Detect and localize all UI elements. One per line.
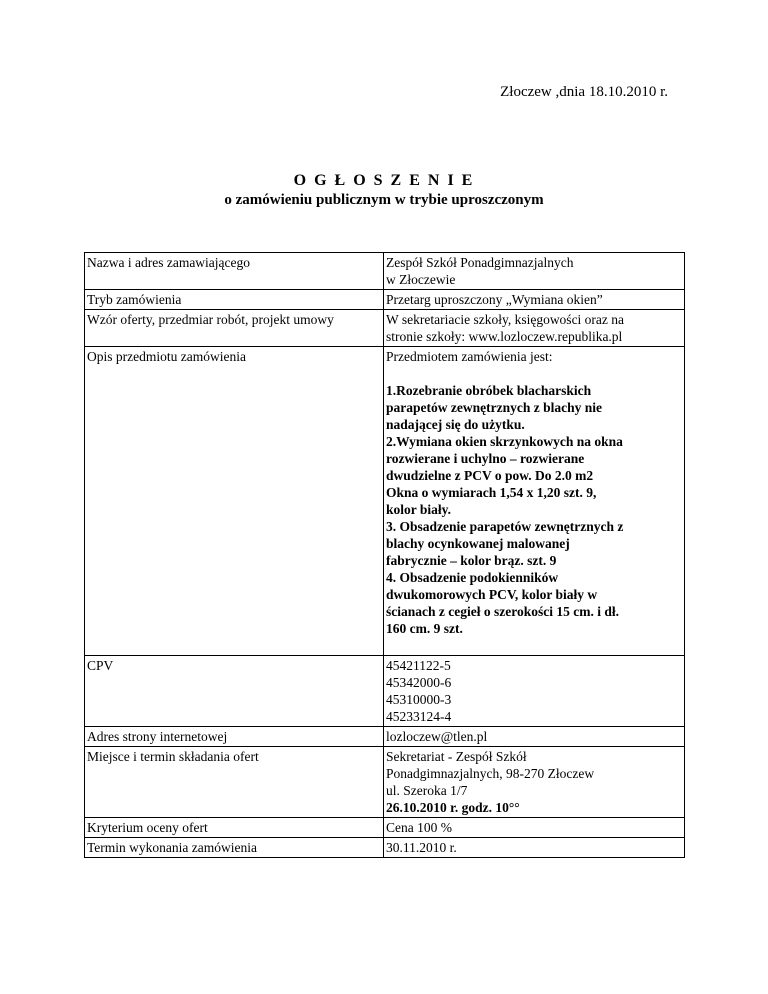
- document-subtitle: o zamówieniu publicznym w trybie uproszczonym: [224, 192, 544, 208]
- row-label: Tryb zamówienia: [85, 290, 384, 310]
- table-row: [85, 838, 685, 858]
- description-item: 3. Obsadzenie parapetów zewnętrznych z blachy ocynkowanej malowanej fabrycznie – kolor brąz. szt. 9: [386, 519, 624, 568]
- table-row: [85, 656, 685, 727]
- description-item: 2.Wymiana okien skrzynkowych na okna rozwierane i uchylno – rozwierane dwudzielne z PCV o pow. Do 2.0 m2 Okna o wymiarach 1,54 x 1,20 szt. 9, kolor biały.: [386, 434, 623, 517]
- row-label: CPV: [85, 656, 384, 727]
- table-row: [85, 347, 685, 656]
- row-label: Termin wykonania zamówienia: [85, 838, 384, 858]
- row-label: Kryterium oceny ofert: [85, 818, 384, 838]
- document-date: Złoczew ,dnia 18.10.2010 r.: [500, 84, 668, 100]
- table-row: [85, 310, 685, 347]
- row-value: W sekretariacie szkoły, księgowości oraz na stronie szkoły: www.lozloczew.republika.pl: [384, 310, 685, 347]
- row-value: Sekretariat - Zespół Szkół Ponadgimnazjalnych, 98-270 Złoczew ul. Szeroka 1/7 26.10.2010 r. godz. 10°°: [384, 747, 685, 818]
- description-item: 4. Obsadzenie podokienników dwukomorowych PCV, kolor biały w ścianach z cegieł o szerokości 15 cm. i dł. 160 cm. 9 szt.: [386, 570, 619, 636]
- announcement-table: [84, 252, 685, 858]
- row-label: Adres strony internetowej: [85, 727, 384, 747]
- row-label: Miejsce i termin składania ofert: [85, 747, 384, 818]
- row-label: Opis przedmiotu zamówienia: [85, 347, 384, 656]
- row-label: Nazwa i adres zamawiającego: [85, 253, 384, 290]
- row-value: lozloczew@tlen.pl: [384, 727, 685, 747]
- document-title: O G Ł O S Z E N I E: [293, 172, 475, 189]
- row-value: Cena 100 %: [384, 818, 685, 838]
- description-item: 1.Rozebranie obróbek blacharskich parapetów zewnętrznych z blachy nie nadającej się do użytku.: [386, 383, 602, 432]
- row-value: 45421122-5 45342000-6 45310000-3 45233124-4: [384, 656, 685, 727]
- row-value: 30.11.2010 r.: [384, 838, 685, 858]
- table-row: [85, 727, 685, 747]
- row-value: [384, 347, 685, 656]
- table-row: [85, 747, 685, 818]
- row-value: Przetarg uproszczony „Wymiana okien”: [384, 290, 685, 310]
- row-value: Zespół Szkół Ponadgimnazjalnych w Złoczewie: [384, 253, 685, 290]
- row-label: Wzór oferty, przedmiar robót, projekt umowy: [85, 310, 384, 347]
- table-row: [85, 818, 685, 838]
- offer-deadline: 26.10.2010 r. godz. 10°°: [386, 800, 520, 815]
- table-row: [85, 253, 685, 290]
- table-row: [85, 290, 685, 310]
- description-intro: Przedmiotem zamówienia jest:: [386, 349, 553, 364]
